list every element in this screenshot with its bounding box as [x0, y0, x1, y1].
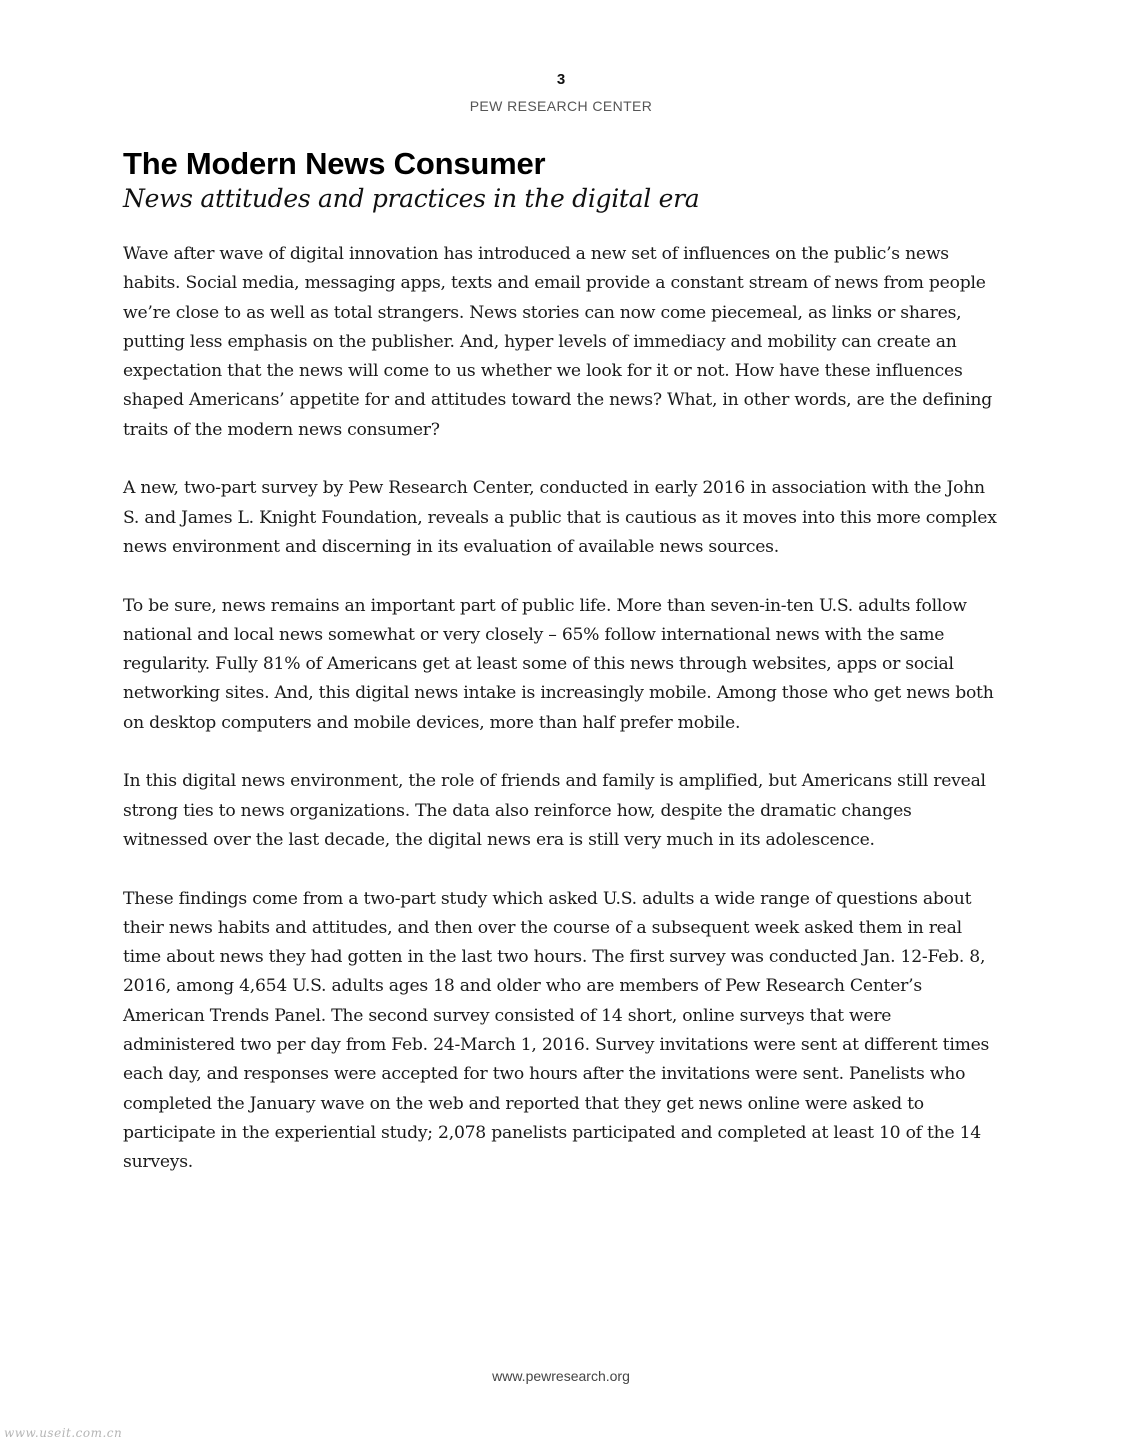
body-text [123, 240, 1001, 1207]
paragraph-3: To be sure, news remains an important part of public life. More than seven-in-ten U.S. adults follow national and local news somewhat or very closely – 65% follow international news with the same regularity. Fully 81% of Americans get at least some of this news through websites, apps or social networking sites. And, this digital news intake is increasingly mobile. Among those who get news both on desktop computers and mobile devices, more than half prefer mobile. [123, 595, 994, 733]
paragraph-2: A new, two-part survey by Pew Research Center, conducted in early 2016 in association with the John S. and James L. Knight Foundation, reveals a public that is cautious as it moves into this more complex news environment and discerning in its evaluation of available news sources. [123, 478, 997, 557]
organization-header: PEW RESEARCH CENTER [469, 98, 653, 114]
paragraph-4: In this digital news environment, the role of friends and family is amplified, but Americans still reveal strong ties to news organizations. The data also reinforce how, despite the dramatic changes witnessed over the last decade, the digital news era is still very much in its adolescence. [123, 771, 986, 850]
paragraph-5: These findings come from a two-part study which asked U.S. adults a wide range of questions about their news habits and attitudes, and then over the course of a subsequent week asked them in real time about news they had gotten in the last two hours. The first survey was conducted Jan. 12-Feb. 8, 2016, among 4,654 U.S. adults ages 18 and older who are members of Pew Research Center’s American Trends Panel. The second survey consisted of 14 short, online surveys that were administered two per day from Feb. 24-March 1, 2016. Survey invitations were sent at different times each day, and responses were accepted for two hours after the invitations were sent. Panelists who completed the January wave on the web and reported that they get news online were asked to participate in the experiential study; 2,078 panelists participated and completed at least 10 of the 14 surveys. [123, 888, 990, 1173]
footer-url: www.pewresearch.org [492, 1368, 630, 1384]
document-subtitle: News attitudes and practices in the digital era [123, 184, 700, 213]
paragraph-1: Wave after wave of digital innovation has introduced a new set of influences on the public’s news habits. Social media, messaging apps, texts and email provide a constant stream of news from people we’re close to as well as total strangers. News stories can now come piecemeal, as links or shares, putting less emphasis on the publisher. And, hyper levels of immediacy and mobility can create an expectation that the news will come to us whether we look for it or not. How have these influences shaped Americans’ appetite for and attitudes toward the news? What, in other words, are the defining traits of the modern news consumer? [123, 244, 992, 440]
page-number: 3 [556, 71, 566, 88]
document-title: The Modern News Consumer [123, 146, 546, 181]
watermark: www.useit.com.cn [4, 1426, 123, 1440]
